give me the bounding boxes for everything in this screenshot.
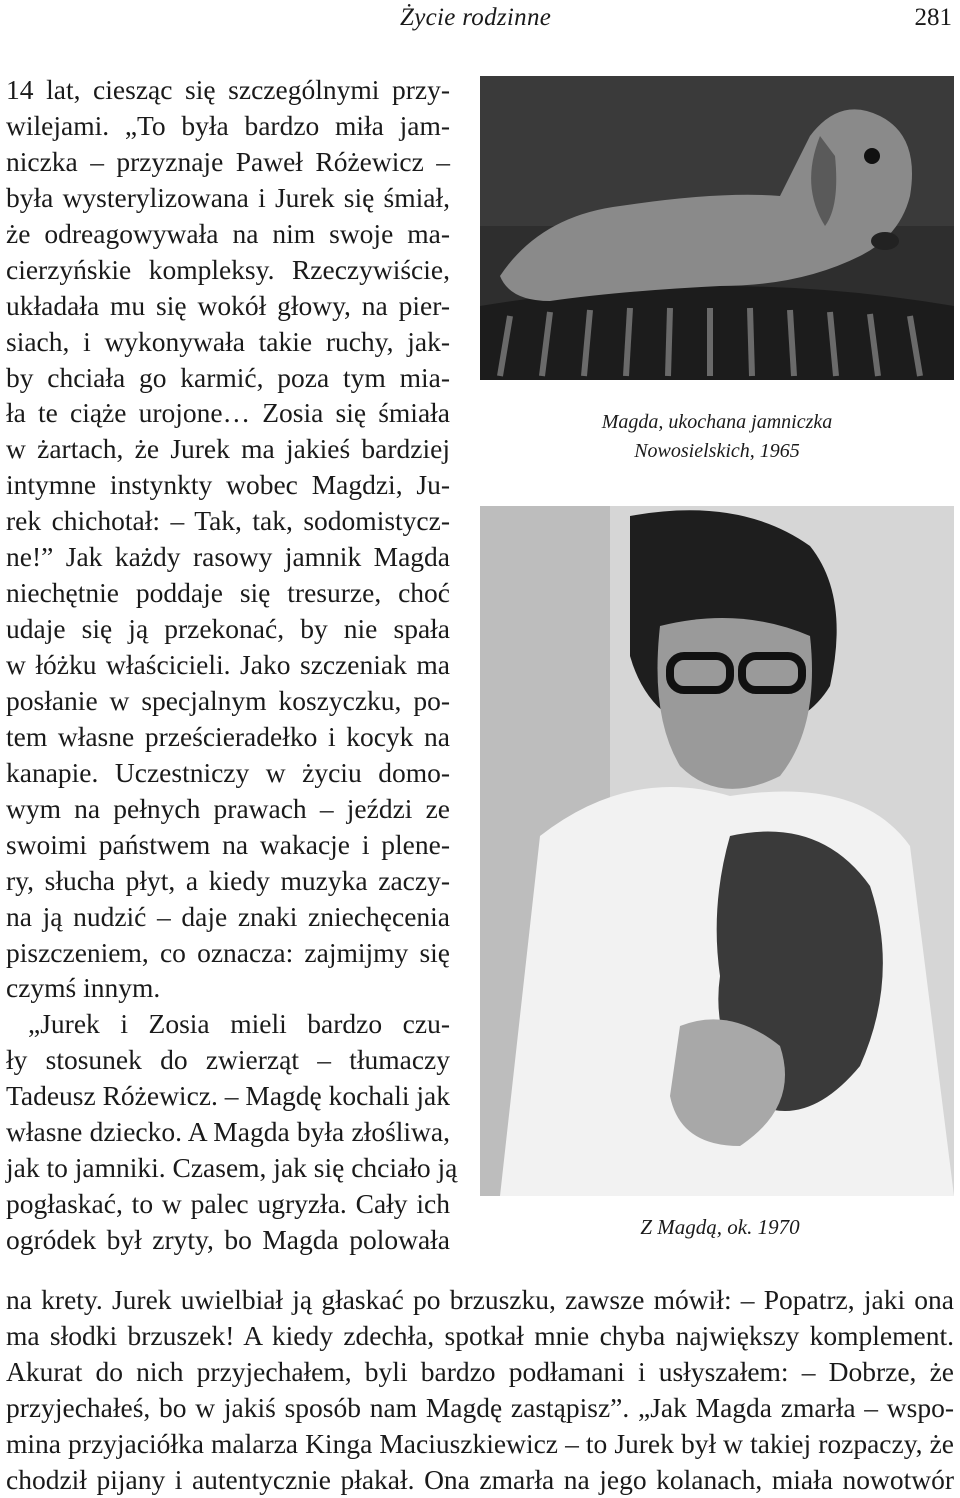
column-text	[6, 72, 458, 1258]
text-line: cierzyńskie kompleksy. Rzeczywiście,	[6, 253, 450, 285]
text-line: wilejami. „To była bardzo miła jam-	[6, 109, 450, 141]
text-line: swoimi państwem na wakacje i plene-	[6, 828, 450, 860]
photo1-caption-line1: Magda, ukochana jamniczka	[601, 411, 833, 433]
text-line: chodził pijany i autentycznie płakał. Ona zmarła na jego kolanach, miała nowotwór	[6, 1463, 954, 1495]
text-line: ma słodki brzuszek! A kiedy zdechła, spotkał mnie chyba największy komplement.	[6, 1319, 954, 1351]
text-line: posłanie w specjalnym koszyczku, po-	[6, 684, 450, 716]
text-line: przyjechałeś, bo w jakiś sposób nam Magdę zastąpisz”. „Jak Magda zmarła – wspo-	[6, 1391, 954, 1423]
text-line: ogródek był zryty, bo Magda polowała	[6, 1224, 450, 1255]
text-line: układała mu się wokół głowy, na pier-	[6, 289, 450, 321]
text-line: piszczeniem, co oznacza: zajmijmy się	[6, 936, 450, 968]
text-line: niechętnie poddaje się tresurze, choć	[6, 577, 450, 609]
text-line: „Jurek i Zosia mieli bardzo czu-	[28, 1008, 450, 1040]
text-line: w łóżku właścicieli. Jako szczeniak ma	[6, 649, 450, 680]
text-line: ry, słucha płyt, a kiedy muzyka zaczy-	[6, 864, 450, 896]
text-line: pogłaskać, to w palec ugryzła. Cały ich	[6, 1188, 450, 1220]
text-line: własne dziecko. A Magda była złośliwa,	[6, 1116, 450, 1148]
text-line: kanapie. Uczestniczy w życiu domo-	[6, 756, 450, 788]
text-line: Akurat do nich przyjechałem, byli bardzo podłamani i usłyszałem: – Dobrze, że	[6, 1355, 954, 1387]
photo2-caption: Z Magdą, ok. 1970	[640, 1215, 800, 1239]
text-line: wym na pełnych prawach – jeździ ze	[6, 792, 450, 824]
text-line: w żartach, że Jurek ma jakieś bardziej	[6, 433, 450, 465]
text-line: ła te ciąże urojone… Zosia się śmiała	[6, 397, 450, 429]
text-line: udaje się ją przekonać, by nie spała	[6, 613, 450, 645]
text-line: że odreagowywała na nim swoje ma-	[6, 217, 450, 249]
text-line: Tadeusz Różewicz. – Magdę kochali jak	[6, 1080, 451, 1112]
text-line: była wysterylizowana i Jurek się śmiał,	[6, 181, 450, 213]
text-line: niczka – przyznaje Paweł Różewicz –	[6, 145, 450, 177]
text-line: jak to jamniki. Czasem, jak się chciało ją	[6, 1152, 458, 1184]
photo-dachshund-puppy	[480, 76, 954, 380]
text-line: 14 lat, ciesząc się szczególnymi przy-	[6, 74, 450, 105]
text-line: mina przyjaciółka malarza Kinga Maciuszkiewicz – to Jurek był w takiej rozpaczy, że	[6, 1427, 954, 1459]
text-line: tem własne prześcieradełko i kocyk na	[6, 720, 450, 752]
photo1-caption-line2: Nowosielskich, 1965	[634, 440, 800, 462]
text-line: czymś innym.	[6, 972, 161, 1004]
text-line: ły stosunek do zwierząt – tłumaczy	[6, 1044, 450, 1076]
running-header: Życie rodzinne	[400, 4, 552, 31]
text-line: siach, i wykonywała takie ruchy, jak-	[6, 325, 450, 357]
full-width-text	[6, 1282, 954, 1498]
photo-man-with-dog	[480, 506, 954, 1196]
text-line: na ją nudzić – daje znaki zniechęcenia	[6, 900, 450, 932]
page-number: 281	[914, 4, 952, 31]
text-line: intymne instynkty wobec Magdzi, Ju-	[6, 469, 450, 501]
text-line: by chciała go karmić, poza tym mia-	[6, 361, 450, 393]
text-line: ne!” Jak każdy rasowy jamnik Magda	[6, 541, 450, 573]
text-line: na krety. Jurek uwielbiał ją głaskać po brzuszku, zawsze mówił: – Popatrz, jaki ona	[6, 1284, 954, 1315]
photo1-caption	[480, 408, 954, 466]
text-line: rek chichotał: – Tak, tak, sodomistycz-	[6, 505, 450, 537]
